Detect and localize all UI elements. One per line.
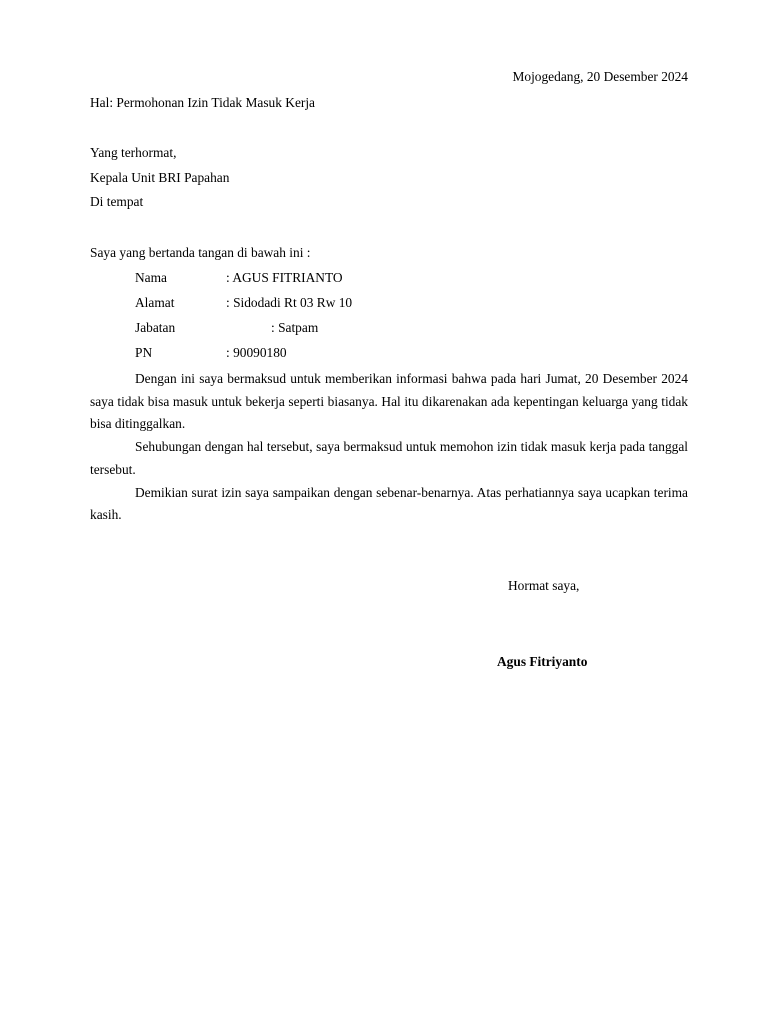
signature-name: Agus Fitriyanto: [497, 654, 588, 669]
field-label-jabatan: Jabatan: [135, 320, 176, 335]
field-label-pn: PN: [135, 345, 153, 360]
body-paragraph: Dengan ini saya bermaksud untuk memberikan informasi bahwa pada hari Jumat, 20 Desember 2024 saya tidak bisa masuk untuk bekerja seperti biasanya. Hal itu dikarenakan ada kepentingan keluarga yang tidak bisa ditinggalkan.: [90, 371, 688, 432]
field-label-nama: Nama: [135, 270, 167, 285]
letter-body: [90, 368, 688, 527]
recipient-place: Di tempat: [90, 194, 144, 209]
field-label-alamat: Alamat: [135, 295, 175, 310]
closing: Hormat saya,: [508, 578, 580, 593]
field-value-nama: : AGUS FITRIANTO: [226, 270, 343, 285]
field-value-pn: : 90090180: [226, 345, 287, 360]
recipient: Kepala Unit BRI Papahan: [90, 170, 230, 185]
body-paragraph: Sehubungan dengan hal tersebut, saya bermaksud untuk memohon izin tidak masuk kerja pada tanggal tersebut.: [90, 439, 688, 477]
body-paragraph: Demikian surat izin saya sampaikan dengan sebenar-benarnya. Atas perhatiannya saya ucapkan terima kasih.: [90, 484, 688, 523]
letter-date: Mojogedang, 20 Desember 2024: [512, 69, 688, 84]
intro-text: Saya yang bertanda tangan di bawah ini :: [90, 245, 311, 260]
letter-subject: Hal: Permohonan Izin Tidak Masuk Kerja: [90, 95, 316, 110]
greeting: Yang terhormat,: [90, 145, 177, 160]
field-value-alamat: : Sidodadi Rt 03 Rw 10: [226, 295, 353, 310]
field-value-jabatan: : Satpam: [271, 320, 319, 335]
